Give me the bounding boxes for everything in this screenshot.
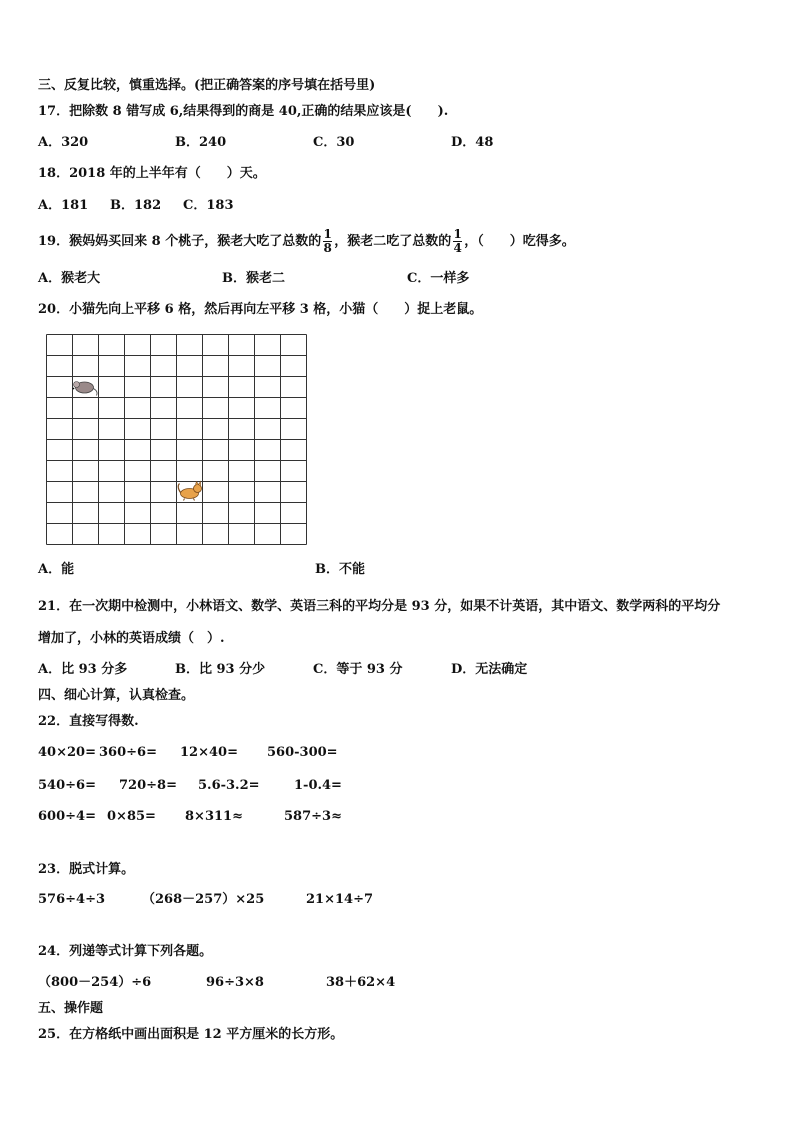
q17-option-b[interactable]: B．240 [175, 135, 227, 150]
q23-title: 23．脱式计算。 [38, 862, 135, 877]
q22-item: 600÷4= [38, 809, 96, 824]
q22-item: 1-0.4= [294, 778, 342, 793]
q22-item: 587÷3≈ [284, 809, 342, 824]
q17-option-c[interactable]: C．30 [313, 135, 355, 150]
q22-item: 540÷6= [38, 778, 96, 793]
q17-option-a[interactable]: A．320 [38, 135, 89, 150]
q22-title: 22．直接写得数. [38, 714, 139, 729]
q20-grid [46, 334, 310, 546]
q20-option-a[interactable]: A．能 [38, 562, 75, 577]
q17-option-d[interactable]: D．48 [451, 135, 494, 150]
q22-item: 360÷6= [99, 745, 157, 760]
cat-icon [178, 482, 201, 501]
q18-option-b[interactable]: B．182 [110, 198, 162, 213]
q22-item: 5.6-3.2= [198, 778, 260, 793]
q20-option-b[interactable]: B．不能 [315, 562, 365, 577]
q19-text: 19．猴妈妈买回来 8 个桃子，猴老大吃了总数的 $\frac{1}{8}$ ，猴老二吃了总数的 $\frac{1}{4}$ ，（ ）吃得多。 [38, 227, 575, 255]
q23-item: 576÷4÷3 [38, 892, 106, 907]
q22-item: 40×20= [38, 745, 96, 760]
section-5-heading: 五、操作题 [38, 1001, 104, 1016]
q21-option-b[interactable]: B．比 93 分少 [175, 662, 266, 677]
q22-item: 8×311≈ [185, 809, 243, 824]
q18-option-a[interactable]: A．181 [38, 198, 89, 213]
fraction-one-quarter: $\frac{1}{4}$ [453, 227, 462, 255]
q21-option-d[interactable]: D．无法确定 [451, 662, 528, 677]
q18-option-c[interactable]: C．183 [183, 198, 234, 213]
q20-text: 20．小猫先向上平移 6 格，然后再向左平移 3 格，小猫（ ）捉上老鼠。 [38, 302, 483, 317]
mouse-icon [73, 382, 97, 396]
q25-text: 25．在方格纸中画出面积是 12 平方厘米的长方形。 [38, 1027, 344, 1042]
q22-item: 560-300= [267, 745, 338, 760]
q24-item: 96÷3×8 [206, 975, 264, 990]
fraction-one-eighth: $\frac{1}{8}$ [323, 227, 332, 255]
q21-text-line2: 增加了，小林的英语成绩（ ）. [38, 631, 225, 646]
q17-text: 17．把除数 8 错写成 6,结果得到的商是 40,正确的结果应该是( ). [38, 104, 449, 119]
q23-item: （268－257）×25 [142, 892, 265, 907]
q21-option-a[interactable]: A．比 93 分多 [38, 662, 128, 677]
q22-item: 720÷8= [119, 778, 177, 793]
q24-item: （800－254）÷6 [38, 975, 152, 990]
q22-item: 12×40= [180, 745, 238, 760]
q22-item: 0×85= [107, 809, 156, 824]
q19-option-c[interactable]: C．一样多 [407, 271, 470, 286]
section-3-heading: 三、反复比较，慎重选择。(把正确答案的序号填在括号里) [38, 78, 376, 93]
q23-item: 21×14÷7 [306, 892, 374, 907]
q19-option-a[interactable]: A．猴老大 [38, 271, 101, 286]
q21-option-c[interactable]: C．等于 93 分 [313, 662, 403, 677]
q19-option-b[interactable]: B．猴老二 [222, 271, 285, 286]
q24-item: 38＋62×4 [326, 975, 396, 990]
q18-text: 18．2018 年的上半年有（ ）天。 [38, 166, 266, 181]
q24-title: 24．列递等式计算下列各题。 [38, 944, 213, 959]
q21-text-line1: 21．在一次期中检测中，小林语文、数学、英语三科的平均分是 93 分，如果不计英语，其中语文、数学两科的平均分 [38, 599, 721, 614]
section-4-heading: 四、细心计算，认真检查。 [38, 688, 195, 703]
